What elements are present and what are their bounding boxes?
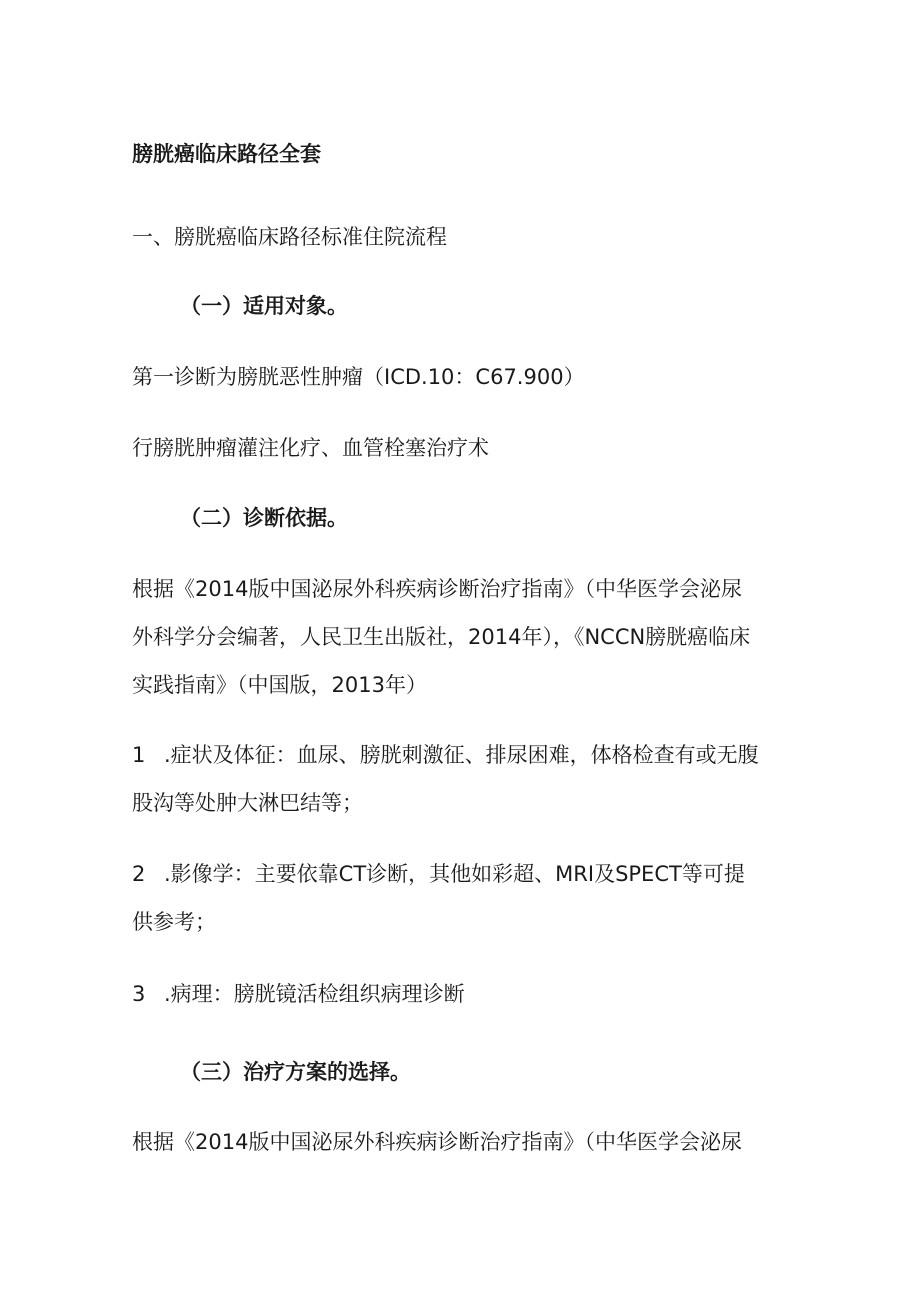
paragraph-treatment: 行膀胱肿瘤灌注化疗、血管栓塞治疗术 [132, 436, 489, 460]
list-item-2-text: .影像学：主要依靠CT诊断，其他如彩超、MRI及SPECT等可提 [164, 862, 745, 886]
paragraph-treatment-basis-line-1: 根据《2014版中国泌尿外科疾病诊断治疗指南》（中华医学会泌尿 [132, 1130, 742, 1154]
list-item-1-line-1 [132, 739, 792, 771]
subsection-heading-1: （一）适用对象。 [180, 294, 348, 318]
paragraph-basis-line-1: 根据《2014版中国泌尿外科疾病诊断治疗指南》（中华医学会泌尿 [132, 577, 742, 601]
list-item-3-number: 3 [132, 982, 146, 1006]
list-item-2-line-2: 供参考； [132, 910, 216, 934]
list-item-2-number: 2 [132, 862, 146, 886]
list-item-1-line-2: 股沟等处肿大淋巴结等； [132, 791, 363, 815]
list-item-3-text: .病理：膀胱镜活检组织病理诊断 [164, 982, 465, 1006]
list-item-2-line-1 [132, 858, 792, 890]
subsection-heading-2: （二）诊断依据。 [180, 506, 348, 530]
paragraph-basis-line-3: 实践指南》（中国版，2013年） [132, 673, 427, 697]
paragraph-diagnosis: 第一诊断为膀胱恶性肿瘤（ICD.10：C67.900） [132, 365, 585, 389]
document-title: 膀胱癌临床路径全套 [132, 142, 321, 166]
list-item-1-number: 1 [132, 743, 146, 767]
section-heading-1: 一、膀胱癌临床路径标准住院流程 [132, 225, 447, 249]
list-item-1-text: .症状及体征：血尿、膀胱刺激征、排尿困难，体格检查有或无腹 [164, 743, 759, 767]
subsection-heading-3: （三）治疗方案的选择。 [180, 1060, 411, 1084]
list-item-3-line-1 [132, 978, 792, 1010]
paragraph-basis-line-2: 外科学分会编著，人民卫生出版社，2014年），《NCCN膀胱癌临床 [132, 625, 751, 649]
